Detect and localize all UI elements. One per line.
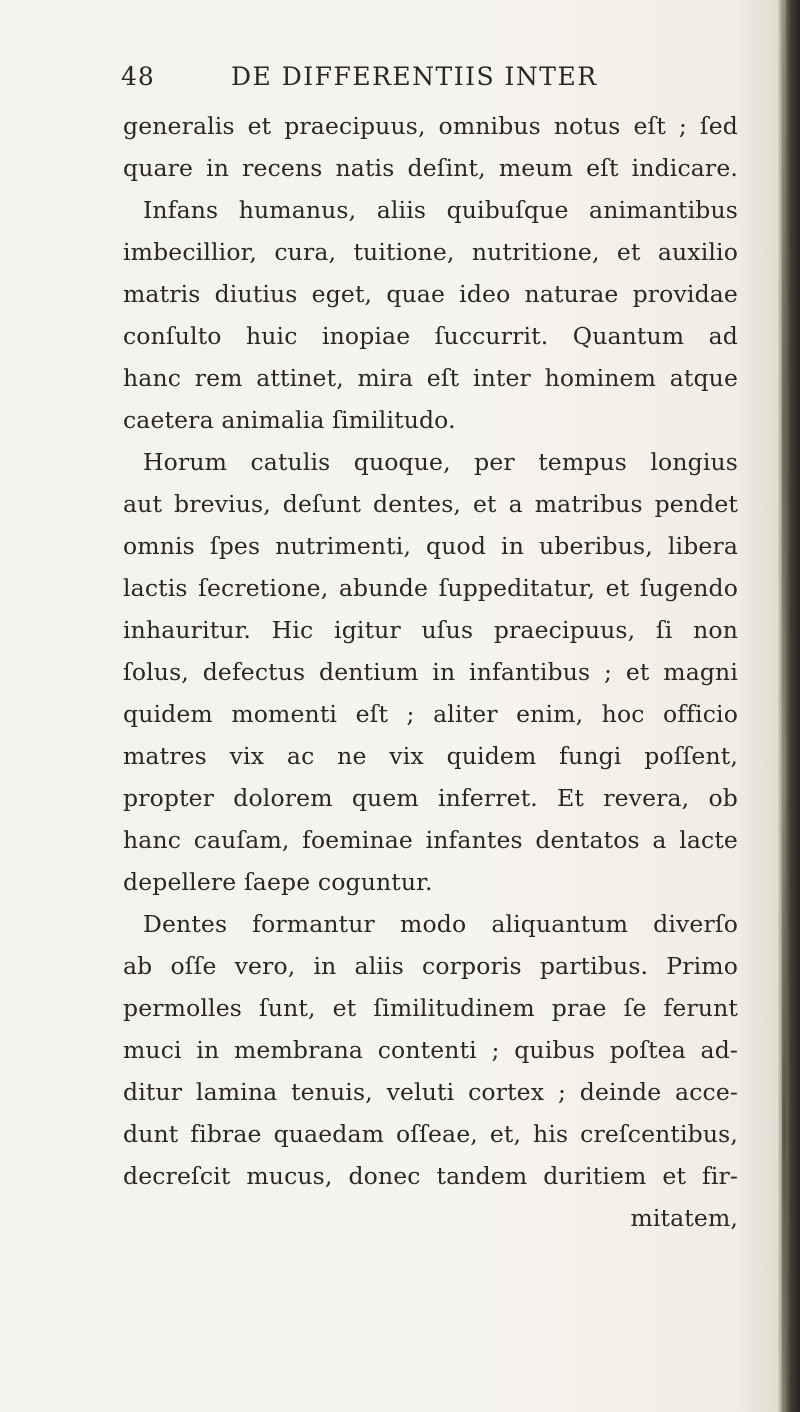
text-line: ſolus, defectus dentium in infantibus ; et magni: [123, 658, 738, 686]
text-line: matris diutius eget, quae ideo naturae providae: [123, 280, 738, 308]
text-line: matres vix ac ne vix quidem fungi poſſent,: [123, 742, 738, 770]
text-line: permolles ſunt, et ſimilitudinem prae ſe ferunt: [123, 994, 738, 1022]
text-line: dunt fibrae quaedam oſſeae, et, his creſcentibus,: [123, 1120, 738, 1148]
text-line: generalis et praecipuus, omnibus notus eſt ; ſed: [123, 112, 738, 140]
text-line: hanc cauſam, foeminae infantes dentatos a lacte: [123, 826, 738, 854]
text-line: inhauritur. Hic igitur uſus praecipuus, ſi non: [123, 616, 738, 644]
text-line: Infans humanus, aliis quibuſque animantibus: [143, 196, 738, 224]
text-line: quare in recens natis deſint, meum eſt indicare.: [123, 154, 738, 182]
text-line: imbecillior, cura, tuitione, nutritione, et auxilio: [123, 238, 738, 266]
catchword: mitatem,: [630, 1204, 738, 1232]
page-edge-texture: [782, 0, 786, 1412]
text-line: muci in membrana contenti ; quibus poſtea ad-: [123, 1036, 738, 1064]
text-line: caetera animalia ſimilitudo.: [123, 406, 456, 434]
text-line: Dentes formantur modo aliquantum diverſo: [143, 910, 738, 938]
text-line: depellere ſaepe coguntur.: [123, 868, 433, 896]
text-line: conſulto huic inopiae ſuccurrit. Quantum ad: [123, 322, 738, 350]
text-line: quidem momenti eſt ; aliter enim, hoc officio: [123, 700, 738, 728]
text-line: decreſcit mucus, donec tandem duritiem et fir-: [123, 1162, 738, 1190]
text-line: propter dolorem quem inferret. Et revera, ob: [123, 784, 738, 812]
text-line: ditur lamina tenuis, veluti cortex ; deinde acce-: [123, 1078, 738, 1106]
text-line: ab oſſe vero, in aliis corporis partibus. Primo: [123, 952, 738, 980]
running-head: DE DIFFERENTIIS INTER: [231, 62, 598, 91]
text-line: aut brevius, deſunt dentes, et a matribus pendet: [123, 490, 738, 518]
text-line: hanc rem attinet, mira eſt inter hominem atque: [123, 364, 738, 392]
page-header: [0, 58, 800, 98]
text-line: omnis ſpes nutrimenti, quod in uberibus, libera: [123, 532, 738, 560]
page-number: 48: [121, 62, 155, 91]
text-line: lactis ſecretione, abunde ſuppeditatur, et ſugendo: [123, 574, 738, 602]
text-line: Horum catulis quoque, per tempus longius: [143, 448, 738, 476]
